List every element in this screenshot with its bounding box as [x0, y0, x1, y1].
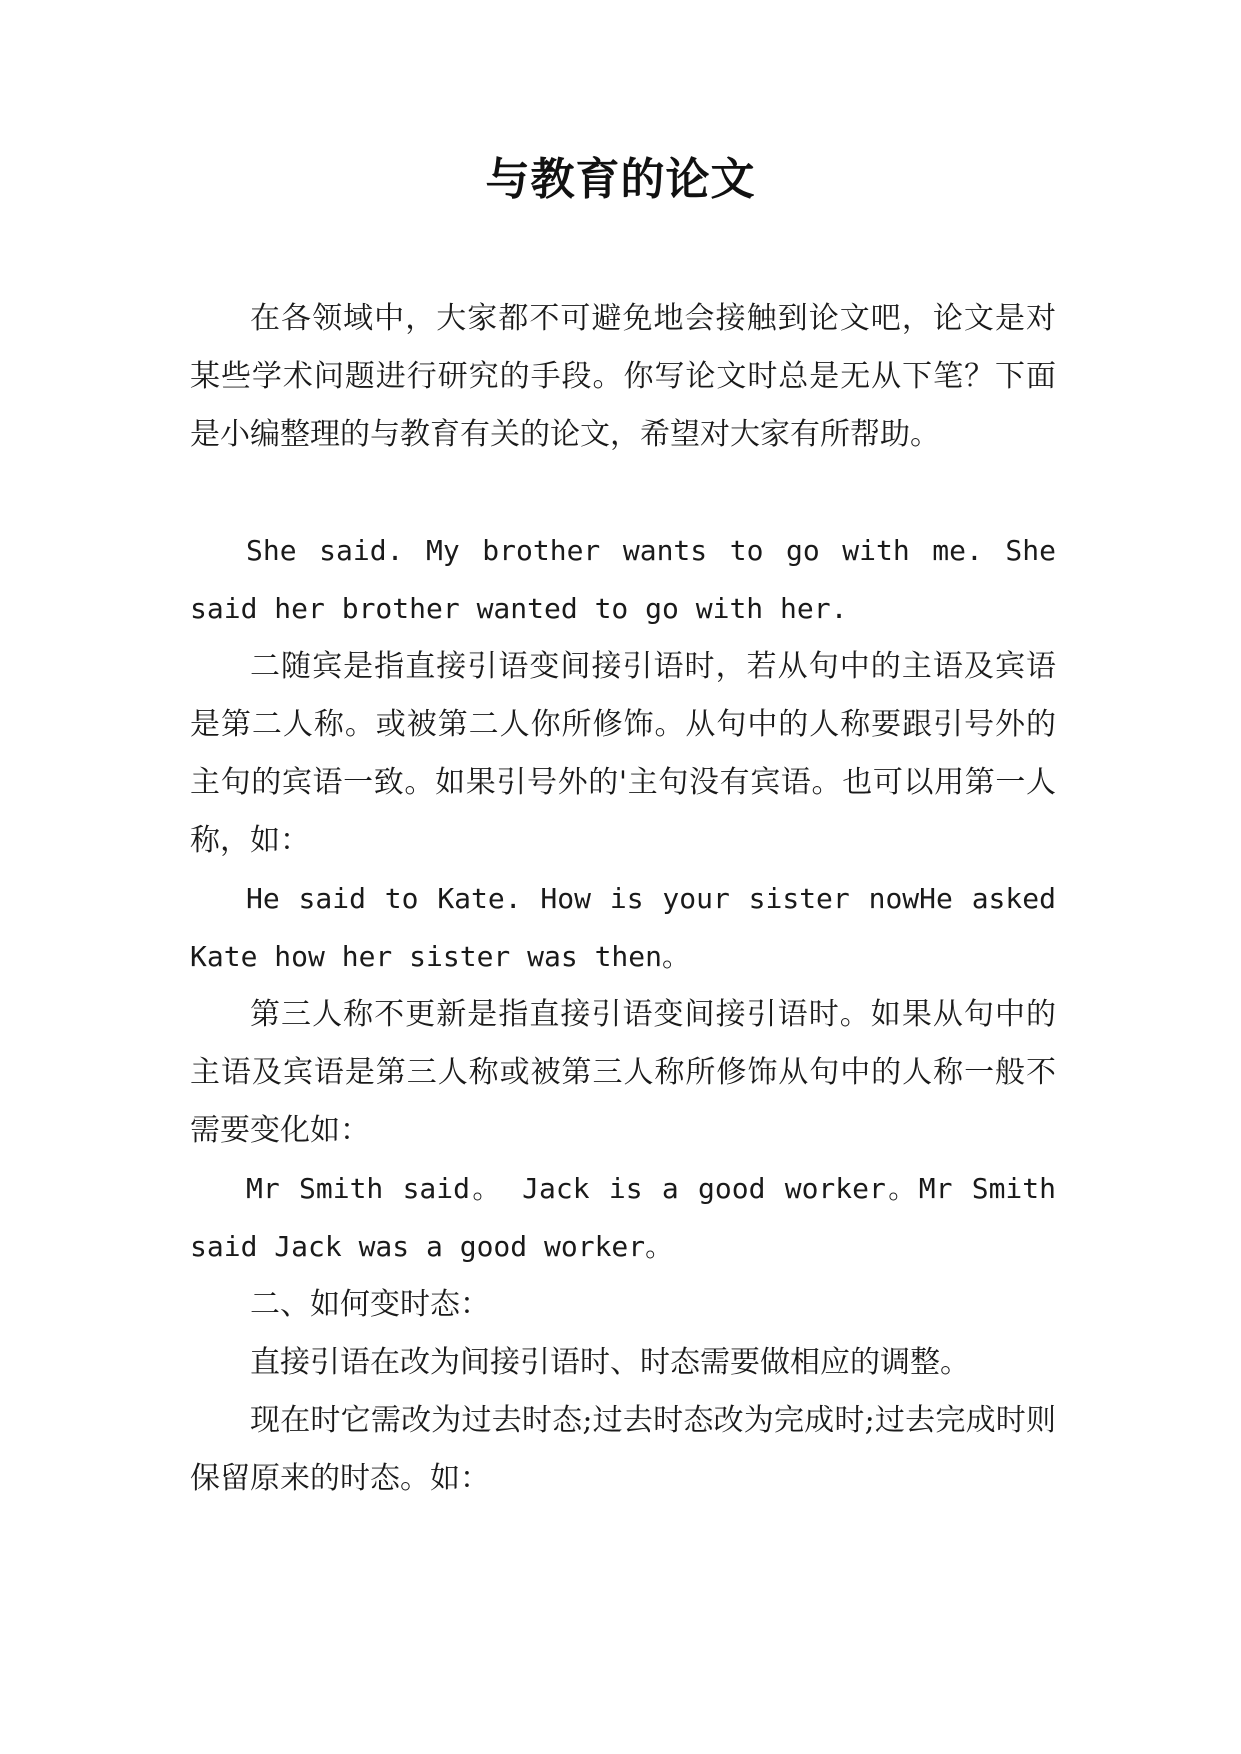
example-paragraph-3: Mr Smith said。 Jack is a good worker。Mr Smith said Jack was a good worker。	[190, 1172, 1056, 1263]
paragraph-spacer	[190, 464, 1056, 522]
tense-paragraph-2: 现在时它需改为过去时态;过去时态改为完成时;过去完成时则保留原来的时态。如：	[190, 1403, 1056, 1496]
example-paragraph-2: He said to Kate. How is your sister nowHe asked Kate how her sister was then。	[190, 882, 1056, 973]
document-title: 与教育的论文	[485, 154, 756, 205]
intro-paragraph: 在各领域中，大家都不可避免地会接触到论文吧，论文是对某些学术问题进行研究的手段。你写论文时总是无从下笔？下面是小编整理的与教育有关的论文，希望对大家有所帮助。	[190, 301, 1056, 452]
rule-paragraph-third-person: 第三人称不更新是指直接引语变间接引语时。如果从句中的主语及宾语是第三人称或被第三人称所修饰从句中的人称一般不需要变化如：	[190, 997, 1056, 1148]
section-heading-tense: 二、如何变时态：	[250, 1287, 490, 1322]
rule-paragraph-second-person: 二随宾是指直接引语变间接引语时，若从句中的主语及宾语是第二人称。或被第二人你所修饰。从句中的人称要跟引号外的主句的宾语一致。如果引号外的'主句没有宾语。也可以用第一人称，如：	[190, 649, 1056, 858]
document-body	[190, 290, 1056, 1508]
tense-paragraph-1: 直接引语在改为间接引语时、时态需要做相应的调整。	[250, 1345, 970, 1380]
example-paragraph-1: She said. My brother wants to go with me. She said her brother wanted to go with her.	[190, 534, 1056, 625]
